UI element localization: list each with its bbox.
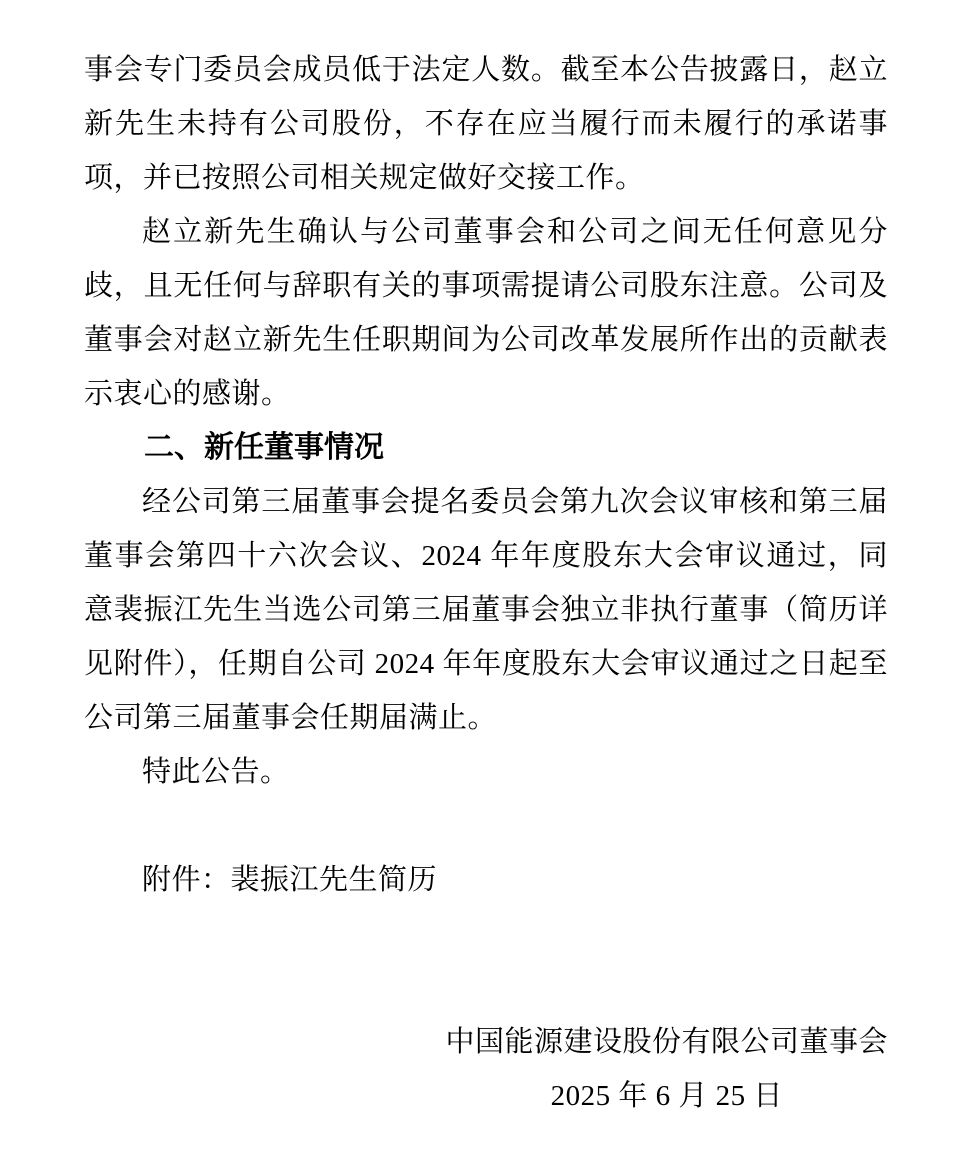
paragraph-new-director-election: 经公司第三届董事会提名委员会第九次会议审核和第三届董事会第四十六次会议、2024 年年度股东大会审议通过，同意裴振江先生当选公司第三届董事会独立非执行董事（简历详见附件），任期自公司 2024 年年度股东大会审议通过之日起至公司第三届董事会任期届满止。 bbox=[84, 486, 888, 734]
signature-date: 2025 年 6 月 25 日 bbox=[550, 1080, 783, 1112]
signature-issuer: 中国能源建设股份有限公司董事会 bbox=[445, 1026, 888, 1058]
paragraph-no-disagreement: 赵立新先生确认与公司董事会和公司之间无任何意见分歧，且无任何与辞职有关的事项需提请公司股东注意。公司及董事会对赵立新先生任职期间为公司改革发展所作出的贡献表示衷心的感谢。 bbox=[84, 216, 888, 410]
attachment-line: 附件：裴振江先生简历 bbox=[142, 864, 438, 896]
section-heading-new-director: 二、新任董事情况 bbox=[144, 431, 384, 464]
signature-block bbox=[445, 1015, 888, 1123]
closing-announcement-line: 特此公告。 bbox=[142, 756, 290, 788]
paragraph-resignation-status: 事会专门委员会成员低于法定人数。截至本公告披露日，赵立新先生未持有公司股份，不存在应当履行而未履行的承诺事项，并已按照公司相关规定做好交接工作。 bbox=[84, 54, 888, 194]
